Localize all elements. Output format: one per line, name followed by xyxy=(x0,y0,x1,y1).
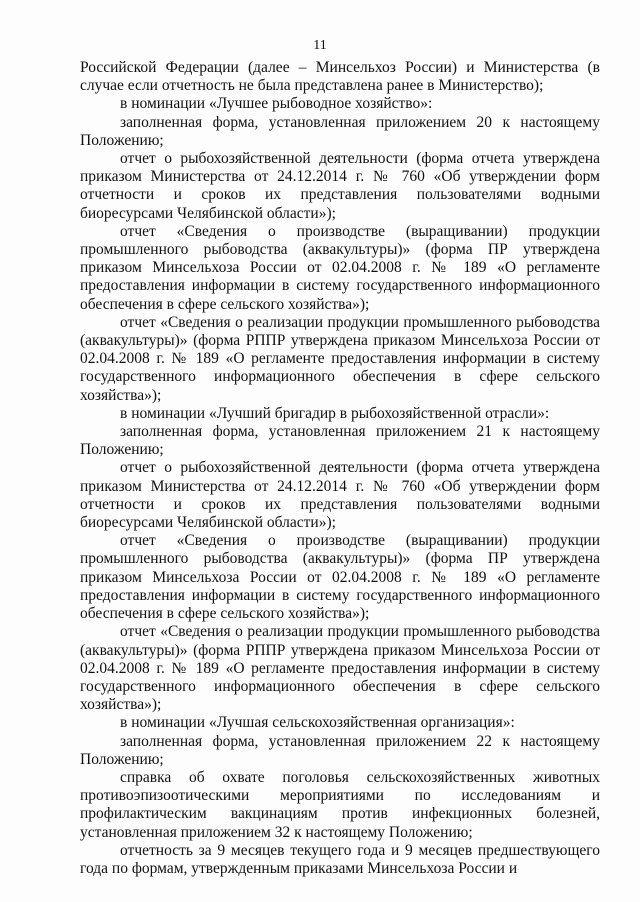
paragraph: отчет «Сведения о производстве (выращивании) продукции промышленного рыбоводства (аквакультуры)» (форма ПР утверждена приказом Минсельхоза России от 02.04.2008 г. № 189 «О регламенте предоставления информации в систему государственного информационного обеспечения в сфере сельского хозяйства»); xyxy=(80,532,600,623)
paragraph: отчет о рыбохозяйственной деятельности (форма отчета утверждена приказом Министерства от 24.12.2014 г. № 760 «Об утверждении форм отчетности и сроков их представления пользователями водными биоресурсами Челябинской области»); xyxy=(80,150,600,222)
document-body xyxy=(80,59,600,878)
paragraph: в номинации «Лучшая сельскохозяйственная организация»: xyxy=(120,714,515,732)
paragraph: отчет о рыбохозяйственной деятельности (форма отчета утверждена приказом Министерства от 24.12.2014 г. № 760 «Об утверждении форм отчетности и сроков их представления пользователями водными биоресурсами Челябинской области»); xyxy=(80,459,600,532)
paragraph: Российской Федерации (далее – Минсельхоз России) и Министерства (в случае если отчетность не была представлена ранее в Министерство); xyxy=(80,59,600,95)
paragraph: отчетность за 9 месяцев текущего года и 9 месяцев предшествующего года по формам, утвержденным приказами Минсельхоза России и xyxy=(80,841,600,877)
paragraph: заполненная форма, установленная приложением 20 к настоящему Положению; xyxy=(80,113,600,149)
paragraph: в номинации «Лучший бригадир в рыбохозяйственной отрасли»: xyxy=(120,404,550,422)
paragraph: справка об охвате поголовья сельскохозяйственных животных противоэпизоотическими мероприятиями по исследованиям и профилактическим вакцинациям против инфекционных болезней, установленная приложением 32 к настоящему Положению; xyxy=(80,768,600,841)
paragraph: заполненная форма, установленная приложением 22 к настоящему Положению; xyxy=(80,732,600,768)
paragraph: отчет «Сведения о реализации продукции промышленного рыбоводства (аквакультуры)» (форма РППР утверждена приказом Минсельхоза России от 02.04.2008 г. № 189 «О регламенте предоставления информации в систему государственного информационного обеспечения в сфере сельского хозяйства»); xyxy=(80,623,600,714)
page-number: 11 xyxy=(313,38,327,53)
paragraph: в номинации «Лучшее рыбоводное хозяйство»: xyxy=(120,95,433,113)
paragraph: отчет «Сведения о производстве (выращивании) продукции промышленного рыбоводства (аквакультуры)» (форма ПР утверждена приказом Минсельхоза России от 02.04.2008 г. № 189 «О регламенте предоставления информации в систему государственного информационного обеспечения в сфере сельского хозяйства»); xyxy=(80,222,600,313)
paragraph: отчет «Сведения о реализации продукции промышленного рыбоводства (аквакультуры)» (форма РППР утверждена приказом Минсельхоза России от 02.04.2008 г. № 189 «О регламенте предоставления информации в систему государственного информационного обеспечения в сфере сельского хозяйства»); xyxy=(80,313,600,404)
paragraph: заполненная форма, установленная приложением 21 к настоящему Положению; xyxy=(80,423,600,459)
